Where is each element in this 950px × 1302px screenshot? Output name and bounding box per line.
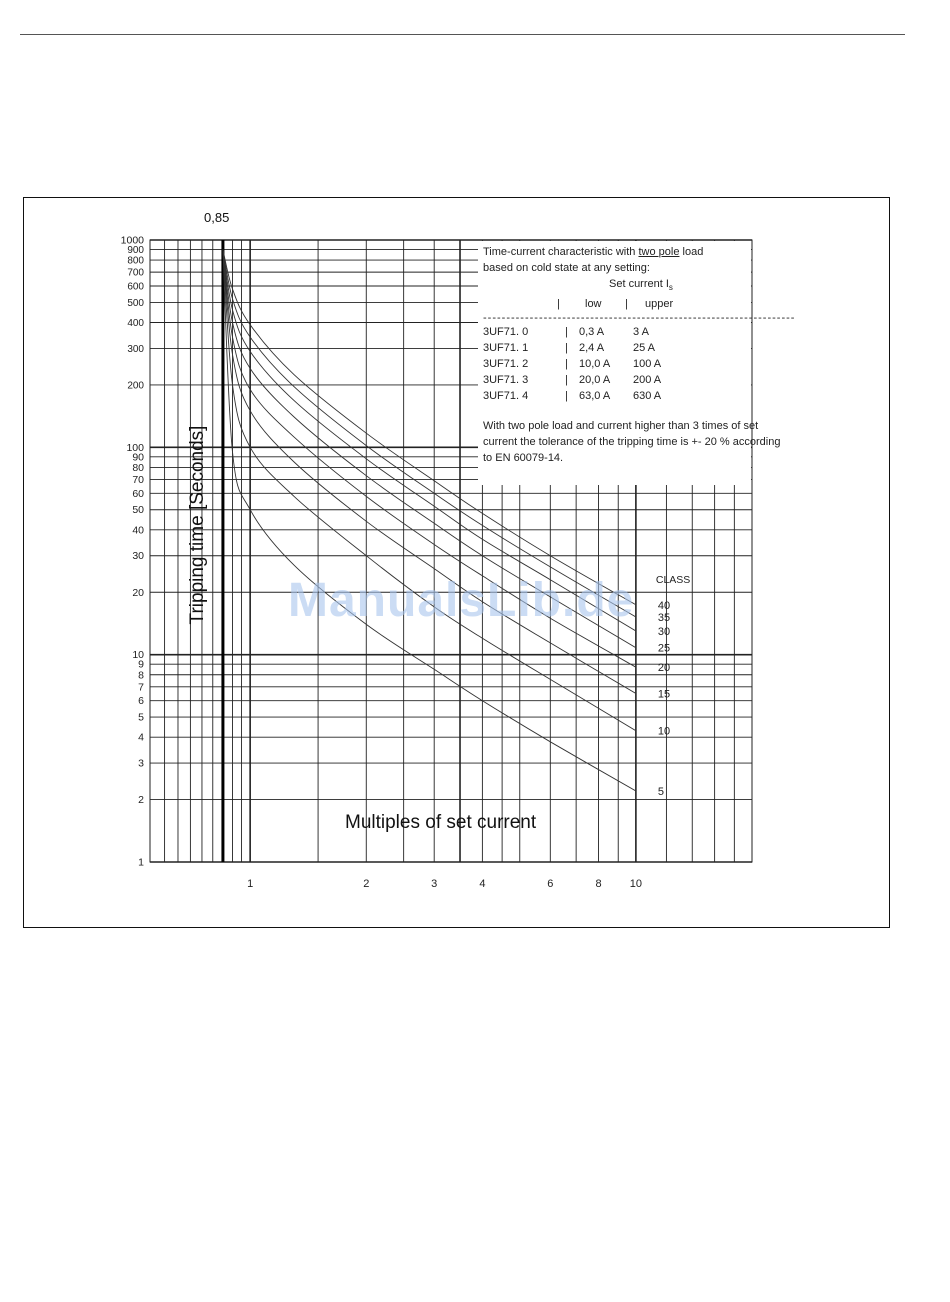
col-sep-1: |: [557, 298, 560, 311]
x-tick-label: 4: [479, 878, 486, 890]
info-row-model: 3UF71. 0: [483, 326, 529, 339]
y-tick-label: 90: [132, 451, 144, 464]
info-block: [483, 244, 796, 466]
info-row-sep: |: [565, 342, 568, 355]
y-axis-label: Tripping time [Seconds]: [187, 425, 208, 625]
class-label: 35: [657, 611, 671, 624]
info-row-upper: 25 A: [633, 342, 656, 355]
col-sep-2: |: [625, 298, 628, 311]
x-tick-label: 10: [629, 878, 643, 890]
info-row-low: 63,0 A: [579, 390, 611, 403]
y-tick-label: 6: [138, 695, 144, 708]
class-legend-title: CLASS: [655, 573, 691, 586]
y-tick-label: 500: [127, 297, 144, 309]
info-row-low: 20,0 A: [579, 374, 611, 387]
y-tick-label: 9: [138, 658, 144, 671]
y-tick-label: 1000: [120, 234, 144, 247]
y-tick-label: 1: [138, 856, 144, 869]
y-tick-label: 100: [126, 441, 144, 454]
info-row-sep: |: [565, 390, 568, 403]
y-tick-label: 60: [132, 487, 144, 500]
info-row: [483, 388, 783, 404]
info-row-sep: |: [565, 374, 568, 387]
info-row-model: 3UF71. 2: [483, 358, 529, 371]
class-label: 5: [657, 786, 665, 799]
info-line-1b: load: [679, 246, 704, 258]
class-label: 15: [657, 688, 671, 701]
info-row-low: 2,4 A: [579, 342, 605, 355]
y-tick-label: 5: [138, 711, 144, 724]
column-headers: [483, 296, 783, 312]
info-line-1: [483, 244, 783, 260]
y-tick-label: 8: [138, 669, 144, 682]
y-tick-label: 400: [127, 318, 144, 330]
info-row: [483, 324, 783, 340]
y-tick-label: 300: [127, 343, 144, 355]
col-upper: upper: [645, 298, 674, 311]
set-current-heading: [483, 276, 783, 296]
info-row-model: 3UF71. 3: [483, 374, 529, 387]
col-low: low: [585, 298, 602, 311]
x-tick-label: 1: [247, 878, 254, 890]
info-row-low: 10,0 A: [579, 358, 611, 371]
marker-label: 0,85: [204, 210, 230, 225]
info-line-1a: Time-current characteristic with: [483, 246, 639, 258]
info-row-sep: |: [565, 326, 568, 339]
class-label: 10: [657, 725, 671, 738]
x-tick-label: 2: [363, 878, 370, 890]
info-row-upper: 630 A: [633, 390, 662, 403]
info-row-upper: 100 A: [633, 358, 662, 371]
info-row-sep: |: [565, 358, 568, 371]
info-row: [483, 340, 783, 356]
y-tick-label: 80: [132, 461, 144, 474]
set-current-sub: s: [668, 283, 673, 293]
info-row-low: 0,3 A: [579, 326, 605, 339]
y-tick-label: 800: [127, 255, 144, 267]
y-tick-label: 50: [132, 504, 144, 517]
info-row-model: 3UF71. 1: [483, 342, 529, 355]
y-tick-label: 4: [138, 731, 144, 744]
y-tick-label: 200: [127, 380, 144, 392]
info-row-upper: 3 A: [633, 326, 649, 339]
info-note: With two pole load and current higher than 3 times of set current the tolerance of the tripping time is +- 20 % according to EN 60079-14.: [483, 420, 781, 465]
info-row: [483, 356, 783, 372]
x-axis-label: Multiples of set current: [345, 812, 537, 833]
y-tick-label: 70: [132, 473, 144, 486]
y-tick-label: 700: [127, 267, 144, 279]
class-label: 20: [657, 662, 671, 675]
x-tick-label: 8: [595, 878, 602, 890]
y-tick-label: 3: [138, 757, 144, 770]
y-tick-label: 10: [132, 649, 144, 662]
x-tick-label: 6: [547, 878, 554, 890]
y-tick-label: 30: [132, 550, 144, 563]
y-tick-label: 20: [132, 586, 144, 599]
class-label: 40: [657, 599, 671, 612]
info-row-upper: 200 A: [633, 374, 662, 387]
info-rows: [483, 324, 783, 404]
y-tick-label: 2: [138, 794, 144, 807]
set-current-label: Set current I: [609, 278, 669, 290]
y-tick-label: 600: [127, 281, 144, 293]
y-tick-label: 900: [127, 244, 144, 256]
info-row: [483, 372, 783, 388]
dash-divider: -------------------------------------------------------------------: [483, 312, 796, 325]
class-label: 30: [657, 626, 671, 639]
class-label: 25: [657, 642, 671, 655]
info-line-1u: two pole: [638, 246, 680, 258]
watermark: ManualsLib.de: [288, 574, 635, 627]
x-tick-label: 3: [431, 878, 438, 890]
info-line-2: based on cold state at any setting:: [483, 262, 650, 274]
y-tick-label: 40: [132, 524, 144, 537]
info-row-model: 3UF71. 4: [483, 390, 529, 403]
y-tick-label: 7: [138, 681, 144, 694]
